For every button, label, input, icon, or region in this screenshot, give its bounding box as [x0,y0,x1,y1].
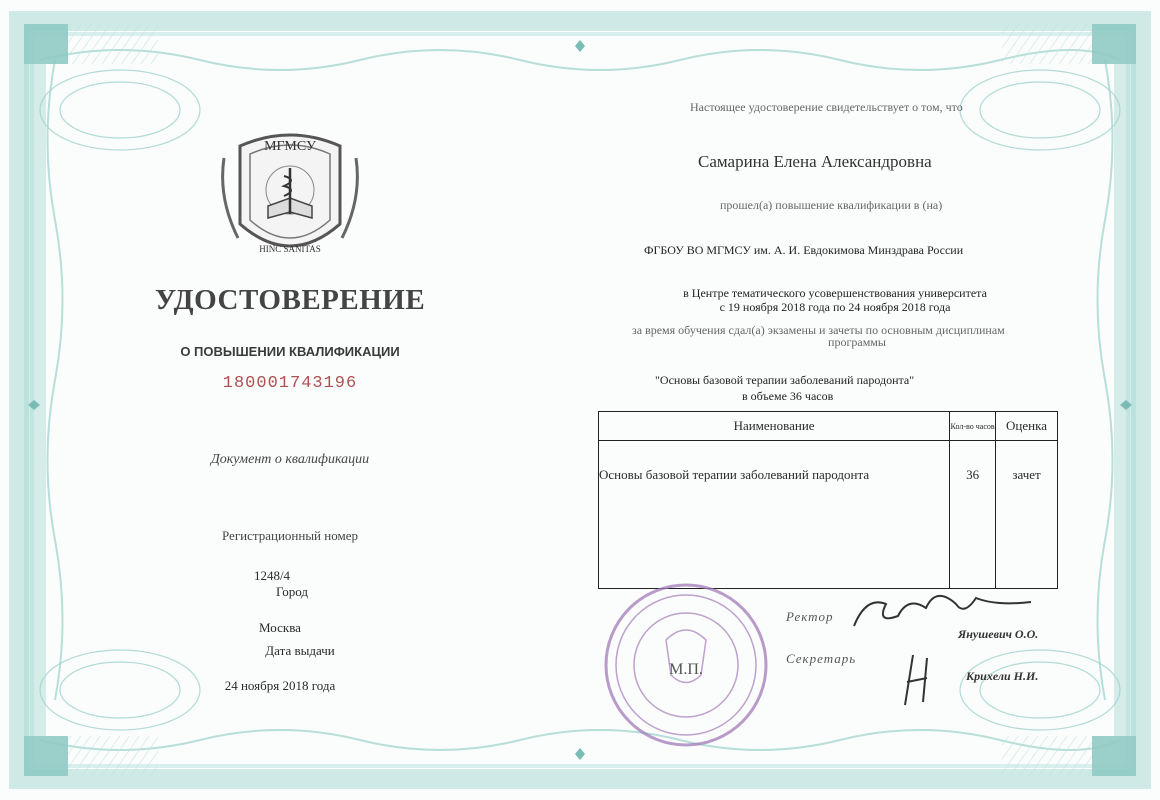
row-grade: зачет [996,441,1058,589]
reg-number-label: Регистрационный номер [222,528,358,543]
city-value: Москва [259,620,301,635]
center-line-2: с 19 ноября 2018 года по 24 ноября 2018 года [719,300,951,314]
col-header-hours: Кол-во часов [950,412,996,441]
table-row [599,441,1058,589]
exams-line-2: программы [828,335,886,349]
secretary-signature [895,650,945,710]
passed-line: прошел(а) повышение квалификации в (на) [720,198,943,212]
emblem-top-text: МГМСУ [264,139,316,154]
document-type: Документ о квалификации [210,452,370,467]
official-stamp [596,580,776,750]
city-label: Город [275,584,309,599]
rector-name: Янушевич О.О. [958,627,1039,641]
table-header-row [599,412,1058,441]
row-hours: 36 [950,441,996,589]
university-emblem [218,128,362,268]
row-subject: Основы базовой терапии заболеваний пародонта [599,441,950,589]
exams-line-1: за время обучения сдал(а) экзамены и зачеты по основным дисциплинам [632,323,1005,337]
col-header-name: Наименование [599,412,950,441]
certificate-title: УДОСТОВЕРЕНИЕ [154,284,426,316]
secretary-name: Крихели Н.И. [966,669,1039,683]
issue-date: 24 ноября 2018 года [224,678,336,693]
emblem-bottom-text: HINC SANITAS [259,244,321,254]
stamp-label: М.П. [669,661,703,678]
rector-label: Ректор [786,609,834,624]
intro-line: Настоящее удостоверение свидетельствует о том, что [690,100,963,114]
institution-name: ФГБОУ ВО МГМСУ им. А. И. Евдокимова Минздрава России [644,243,964,257]
center-line-1: в Центре тематического усовершенствования университета [683,286,987,300]
program-volume: в объеме 36 часов [742,389,834,403]
date-label: Дата выдачи [265,643,335,658]
certificate-subtitle: О ПОВЫШЕНИИ КВАЛИФИКАЦИИ [180,344,400,359]
certificate-number: 180001743196 [222,374,358,393]
program-title: "Основы базовой терапии заболеваний пародонта" [655,373,915,387]
person-name: Самарина Елена Александровна [698,152,932,171]
secretary-label: Секретарь [786,651,857,666]
reg-number: 1248/4 [253,568,291,583]
grades-table [598,411,1058,589]
col-header-grade: Оценка [996,412,1058,441]
